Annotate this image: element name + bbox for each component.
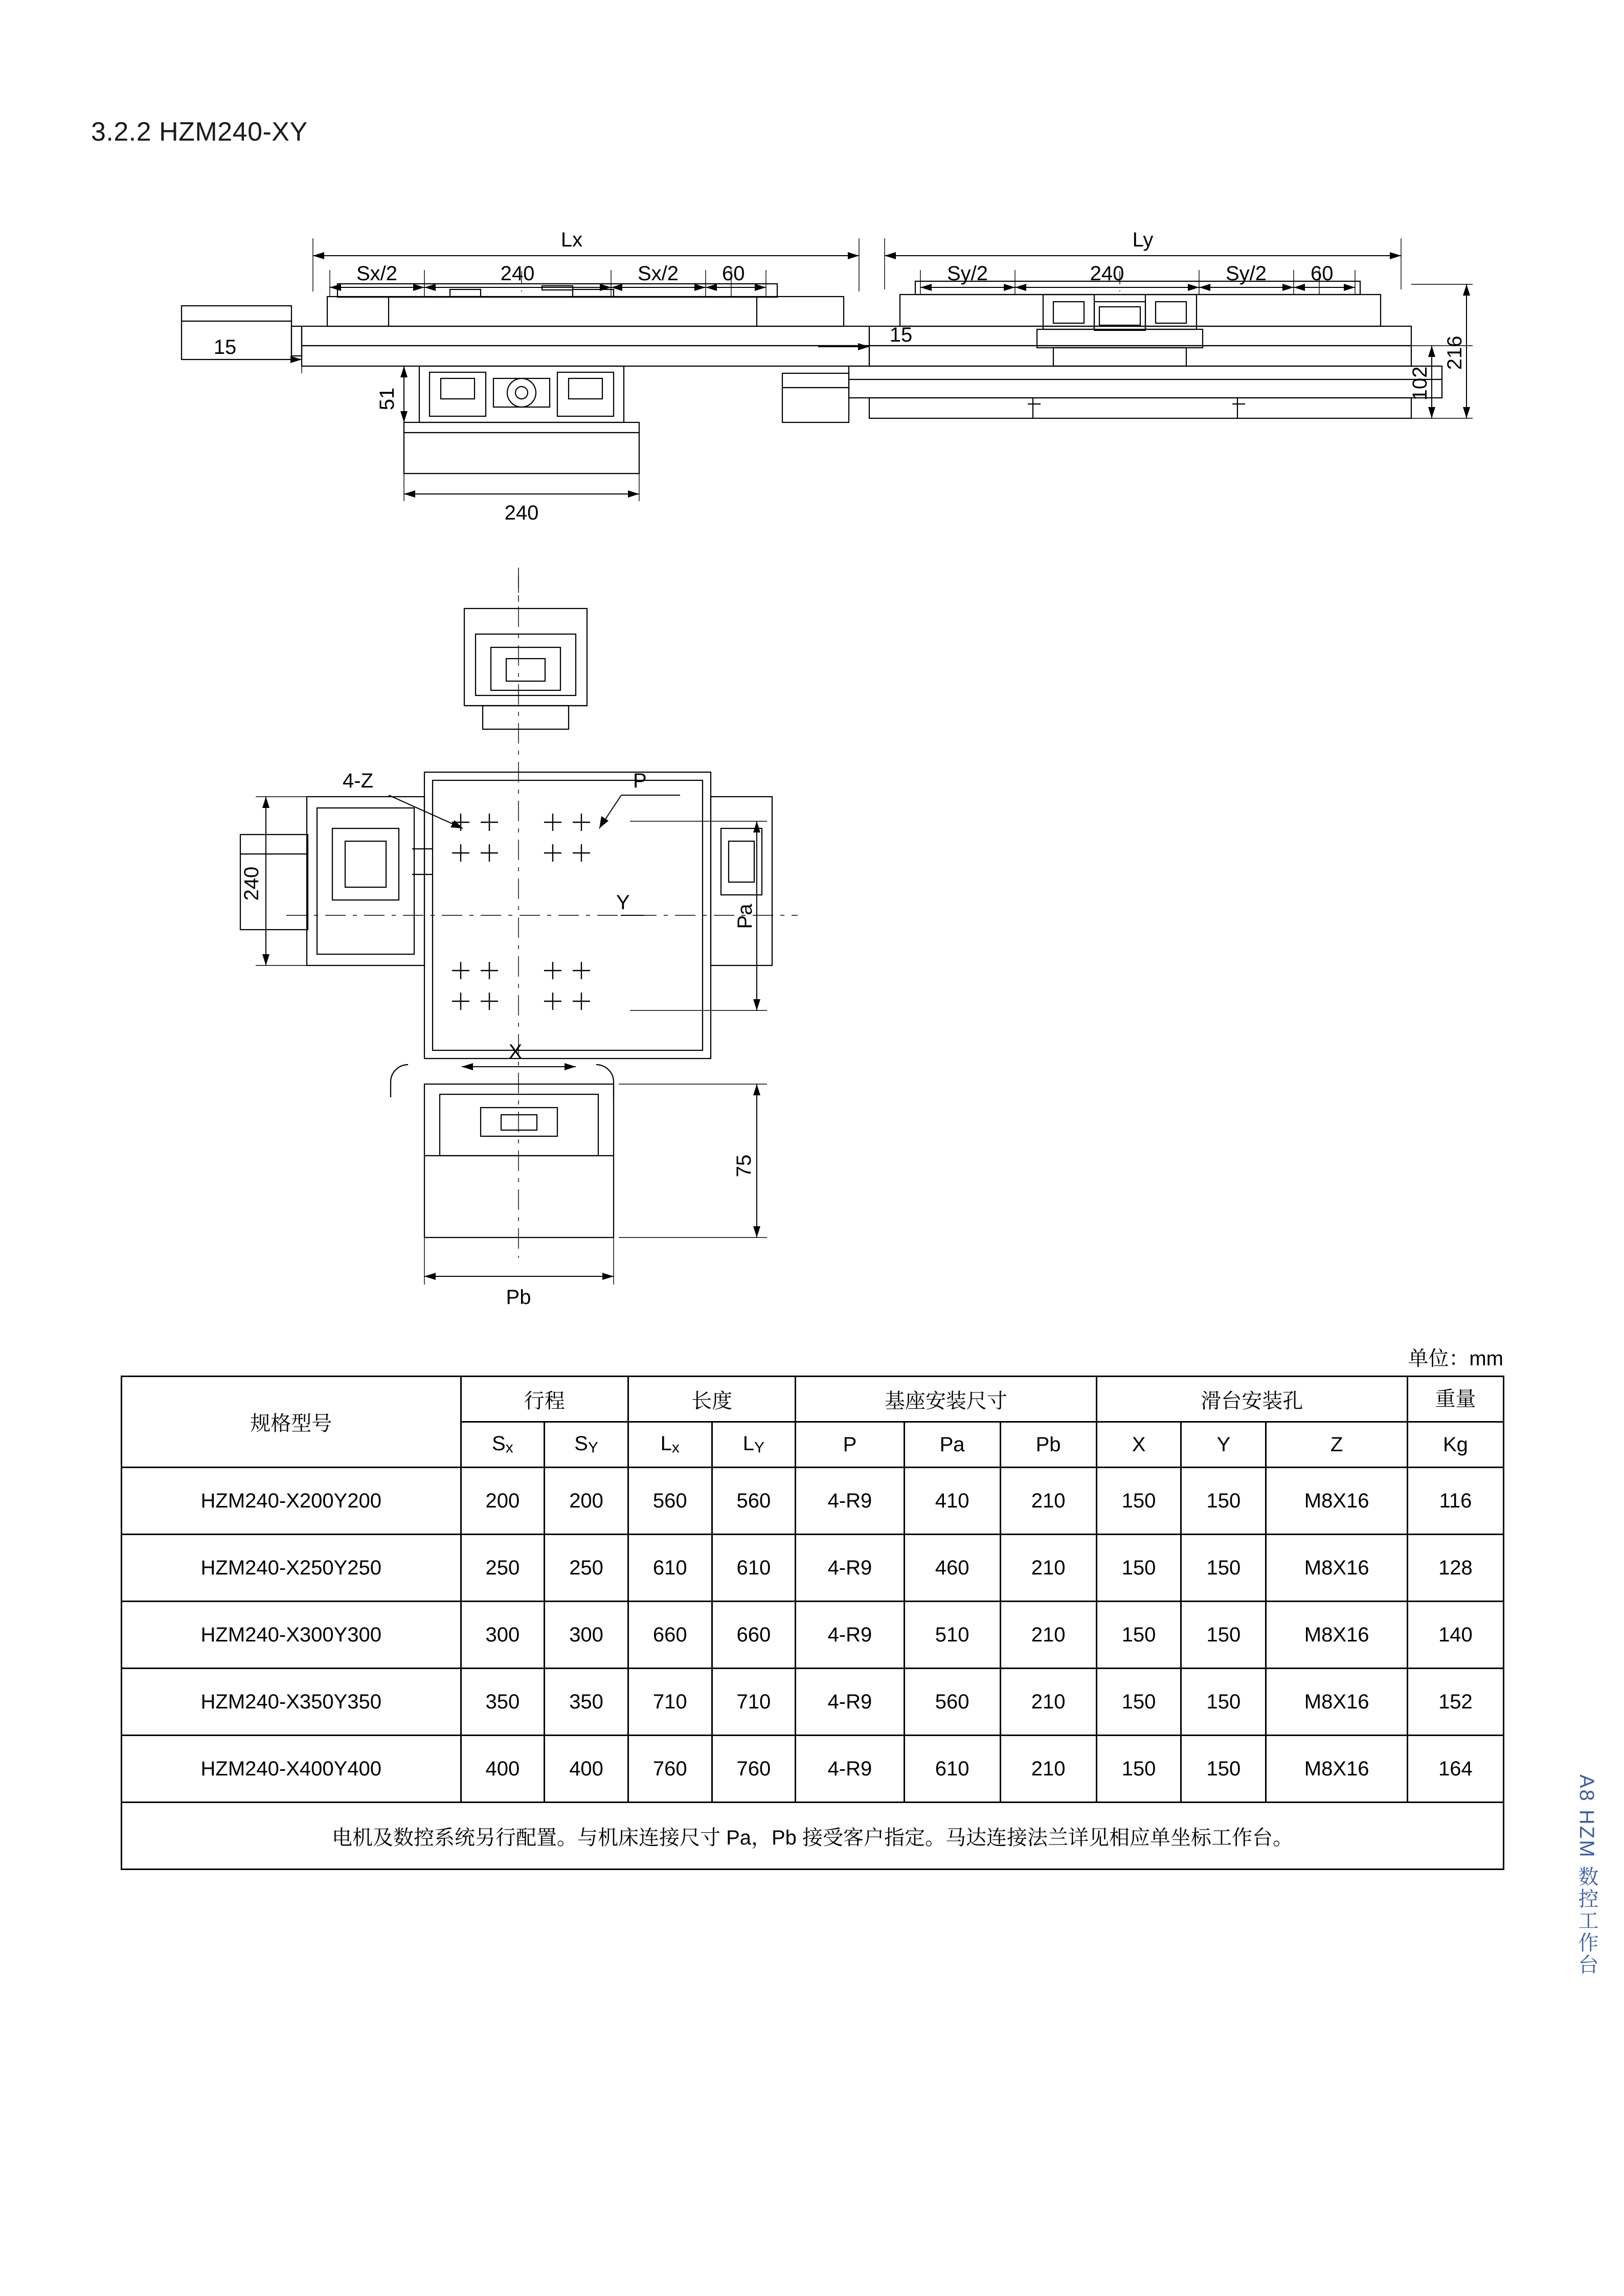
cell-kg: 152 (1407, 1669, 1503, 1736)
cell-sx: 350 (461, 1669, 545, 1736)
label-x: X (508, 1041, 523, 1063)
cell-x: 150 (1096, 1535, 1181, 1602)
cell-lx: 710 (628, 1669, 712, 1736)
cell-ly: 610 (712, 1535, 796, 1602)
th-length: 长度 (628, 1377, 795, 1422)
cell-x: 150 (1096, 1602, 1181, 1669)
label-pa: Pa (734, 904, 756, 929)
cell-pa: 560 (904, 1669, 1000, 1736)
label-4z: 4-Z (343, 770, 373, 792)
dim-ly-label: Ly (1132, 229, 1154, 251)
cell-sy: 250 (545, 1535, 628, 1602)
cell-z: M8X16 (1266, 1736, 1408, 1803)
units-note: 单位：mm (1408, 1347, 1503, 1370)
cell-p: 4-R9 (796, 1468, 904, 1535)
cell-sy: 300 (545, 1602, 628, 1669)
th-sx: Sx (461, 1422, 545, 1468)
cell-p: 4-R9 (796, 1669, 904, 1736)
th-sy: SY (545, 1422, 628, 1468)
table-row (122, 1535, 1504, 1602)
cell-lx: 760 (628, 1736, 712, 1803)
cell-sy: 200 (545, 1468, 628, 1535)
cell-kg: 128 (1407, 1535, 1503, 1602)
th-lx: Lx (628, 1422, 712, 1468)
dim-240-side-label: 240 (1090, 262, 1124, 285)
cell-z: M8X16 (1266, 1669, 1408, 1736)
dim-sy-right-label: Sy/2 (1225, 262, 1267, 285)
dim-240-base-label: 240 (504, 502, 539, 524)
cell-sx: 200 (461, 1468, 545, 1535)
side-tab-label: A8 HZM 数控工作台 (1575, 1774, 1598, 1976)
cell-sx: 400 (461, 1736, 545, 1803)
th-pb: Pb (1000, 1422, 1096, 1468)
cell-sy: 350 (545, 1669, 628, 1736)
cell-model: HZM240-X200Y200 (122, 1468, 461, 1535)
table-row (122, 1669, 1504, 1736)
cell-ly: 710 (712, 1669, 796, 1736)
cell-model: HZM240-X300Y300 (122, 1602, 461, 1669)
cell-ly: 560 (712, 1468, 796, 1535)
th-slide-holes: 滑台安装孔 (1096, 1377, 1407, 1422)
cell-pb: 210 (1000, 1669, 1096, 1736)
cell-ly: 660 (712, 1602, 796, 1669)
cell-x: 150 (1096, 1736, 1181, 1803)
table-note-row (122, 1803, 1504, 1870)
cell-pb: 210 (1000, 1736, 1096, 1803)
dim-sx-left-label: Sx/2 (356, 262, 398, 285)
page-title: 3.2.2 HZM240-XY (91, 117, 308, 147)
cell-kg: 116 (1407, 1468, 1503, 1535)
th-y: Y (1181, 1422, 1266, 1468)
cell-sx: 250 (461, 1535, 545, 1602)
th-base-mount: 基座安装尺寸 (796, 1377, 1096, 1422)
technical-drawing (0, 194, 1624, 1309)
spec-table-wrapper (121, 1376, 1504, 1870)
cell-kg: 140 (1407, 1602, 1503, 1669)
cell-y: 150 (1181, 1468, 1266, 1535)
cell-pb: 210 (1000, 1468, 1096, 1535)
spec-table (121, 1376, 1504, 1870)
cell-pa: 410 (904, 1468, 1000, 1535)
table-row (122, 1736, 1504, 1803)
cell-pb: 210 (1000, 1602, 1096, 1669)
label-pb: Pb (506, 1286, 531, 1309)
th-stroke: 行程 (461, 1377, 628, 1422)
cell-p: 4-R9 (796, 1602, 904, 1669)
dim-60-front-label: 60 (722, 262, 745, 285)
table-row (122, 1602, 1504, 1669)
cell-lx: 560 (628, 1468, 712, 1535)
dim-216-label: 216 (1443, 335, 1466, 370)
th-z: Z (1266, 1422, 1408, 1468)
table-note: 电机及数控系统另行配置。与机床连接尺寸 Pa，Pb 接受客户指定。马达连接法兰详见相应单坐标工作台。 (122, 1803, 1504, 1870)
dim-240-top-label: 240 (240, 866, 263, 901)
cell-y: 150 (1181, 1736, 1266, 1803)
cell-x: 150 (1096, 1669, 1181, 1736)
cell-y: 150 (1181, 1669, 1266, 1736)
cell-pa: 460 (904, 1535, 1000, 1602)
dim-sy-left-label: Sy/2 (946, 262, 988, 285)
label-p: P (633, 770, 647, 792)
cell-z: M8X16 (1266, 1535, 1408, 1602)
th-ly: LY (712, 1422, 796, 1468)
cell-z: M8X16 (1266, 1602, 1408, 1669)
cell-p: 4-R9 (796, 1535, 904, 1602)
dim-15-side-label: 15 (889, 324, 913, 346)
cell-model: HZM240-X250Y250 (122, 1535, 461, 1602)
th-weight: 重量 Kg (1407, 1377, 1503, 1468)
dim-lx-label: Lx (560, 229, 583, 251)
dim-51-label: 51 (376, 387, 398, 411)
cell-kg: 164 (1407, 1736, 1503, 1803)
cell-model: HZM240-X350Y350 (122, 1669, 461, 1736)
cell-ly: 760 (712, 1736, 796, 1803)
th-p: P (796, 1422, 904, 1468)
dim-15-front-label: 15 (213, 336, 237, 358)
cell-x: 150 (1096, 1468, 1181, 1535)
cell-z: M8X16 (1266, 1468, 1408, 1535)
cell-sy: 400 (545, 1736, 628, 1803)
cell-pb: 210 (1000, 1535, 1096, 1602)
th-model: 规格型号 (122, 1377, 461, 1468)
th-pa: Pa (904, 1422, 1000, 1468)
cell-y: 150 (1181, 1602, 1266, 1669)
dim-60-side-label: 60 (1311, 262, 1334, 285)
cell-lx: 660 (628, 1602, 712, 1669)
th-x: X (1096, 1422, 1181, 1468)
cell-pa: 610 (904, 1736, 1000, 1803)
dim-102-label: 102 (1409, 366, 1431, 401)
dim-75-label: 75 (733, 1154, 755, 1178)
cell-sx: 300 (461, 1602, 545, 1669)
dim-240-front-label: 240 (500, 262, 535, 285)
cell-y: 150 (1181, 1535, 1266, 1602)
cell-p: 4-R9 (796, 1736, 904, 1803)
cell-model: HZM240-X400Y400 (122, 1736, 461, 1803)
cell-pa: 510 (904, 1602, 1000, 1669)
cell-lx: 610 (628, 1535, 712, 1602)
label-y: Y (616, 891, 630, 914)
dim-sx-right-label: Sx/2 (637, 262, 679, 285)
table-row (122, 1468, 1504, 1535)
